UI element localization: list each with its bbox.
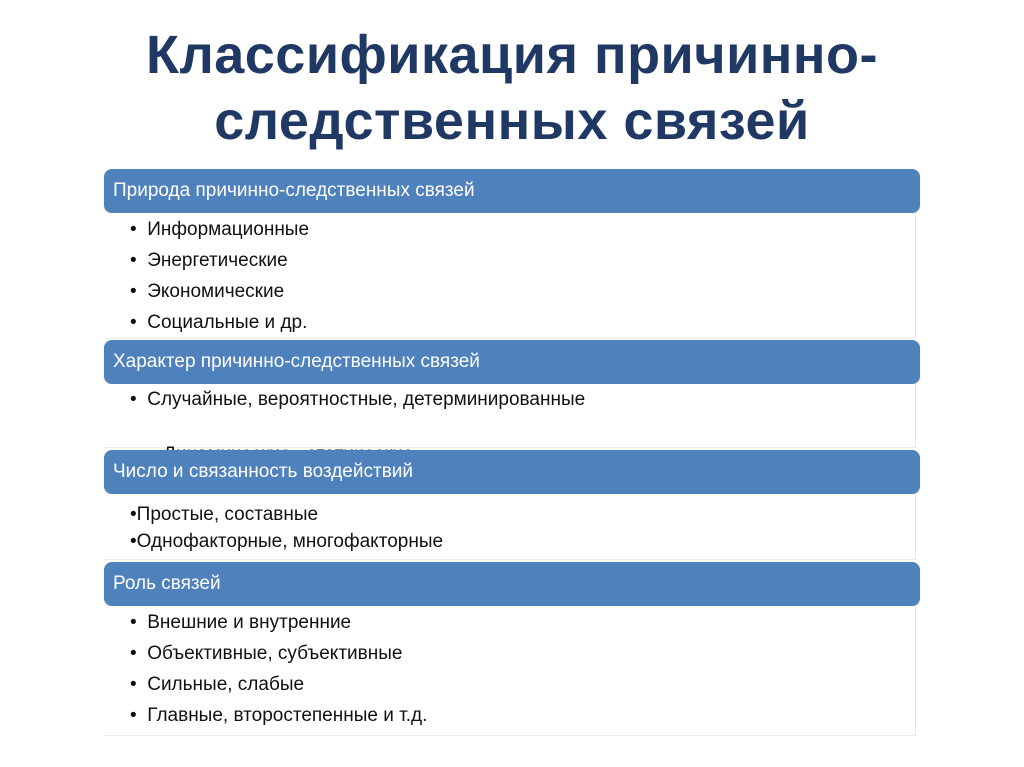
section-header-count: Число и связанность воздействий xyxy=(104,450,920,494)
list-item: •Простые, составные xyxy=(130,504,319,525)
list-item: • Экономические xyxy=(130,281,285,302)
list-item: • Информационные xyxy=(130,219,310,240)
bullet-icon: • xyxy=(130,643,148,664)
section-header-character: Характер причинно-следственных связей xyxy=(104,340,920,384)
bullet-icon: • xyxy=(130,250,148,271)
list-item: • Энергетические xyxy=(130,250,288,271)
slide-title xyxy=(0,22,1024,154)
bullet-icon: • xyxy=(130,504,137,525)
bullet-icon: • xyxy=(130,281,148,302)
bullet-icon: • xyxy=(130,705,148,726)
title-line-1: Классификация причинно- xyxy=(145,25,878,85)
list-item: • Сильные, слабые xyxy=(130,674,305,695)
bullet-icon: • xyxy=(130,312,148,333)
bullet-icon: • xyxy=(130,219,148,240)
list-item: • Главные, второстепенные и т.д. xyxy=(130,705,428,726)
list-item: • Социальные и др. xyxy=(130,312,308,333)
bullet-icon: • xyxy=(130,612,148,633)
list-item: • Случайные, вероятностные, детерминированные xyxy=(130,389,586,410)
bullet-icon: • xyxy=(130,674,148,695)
bullet-icon: • xyxy=(130,531,137,552)
list-item: • Объективные, субъективные xyxy=(130,643,403,664)
bullet-icon: • xyxy=(130,389,148,410)
list-item: • Внешние и внутренние xyxy=(130,612,352,633)
section-header-nature: Природа причинно-следственных связей xyxy=(104,169,920,213)
title-line-2: следственных связей xyxy=(214,91,810,151)
section-header-role: Роль связей xyxy=(104,562,920,606)
list-item: •Однофакторные, многофакторные xyxy=(130,531,444,552)
